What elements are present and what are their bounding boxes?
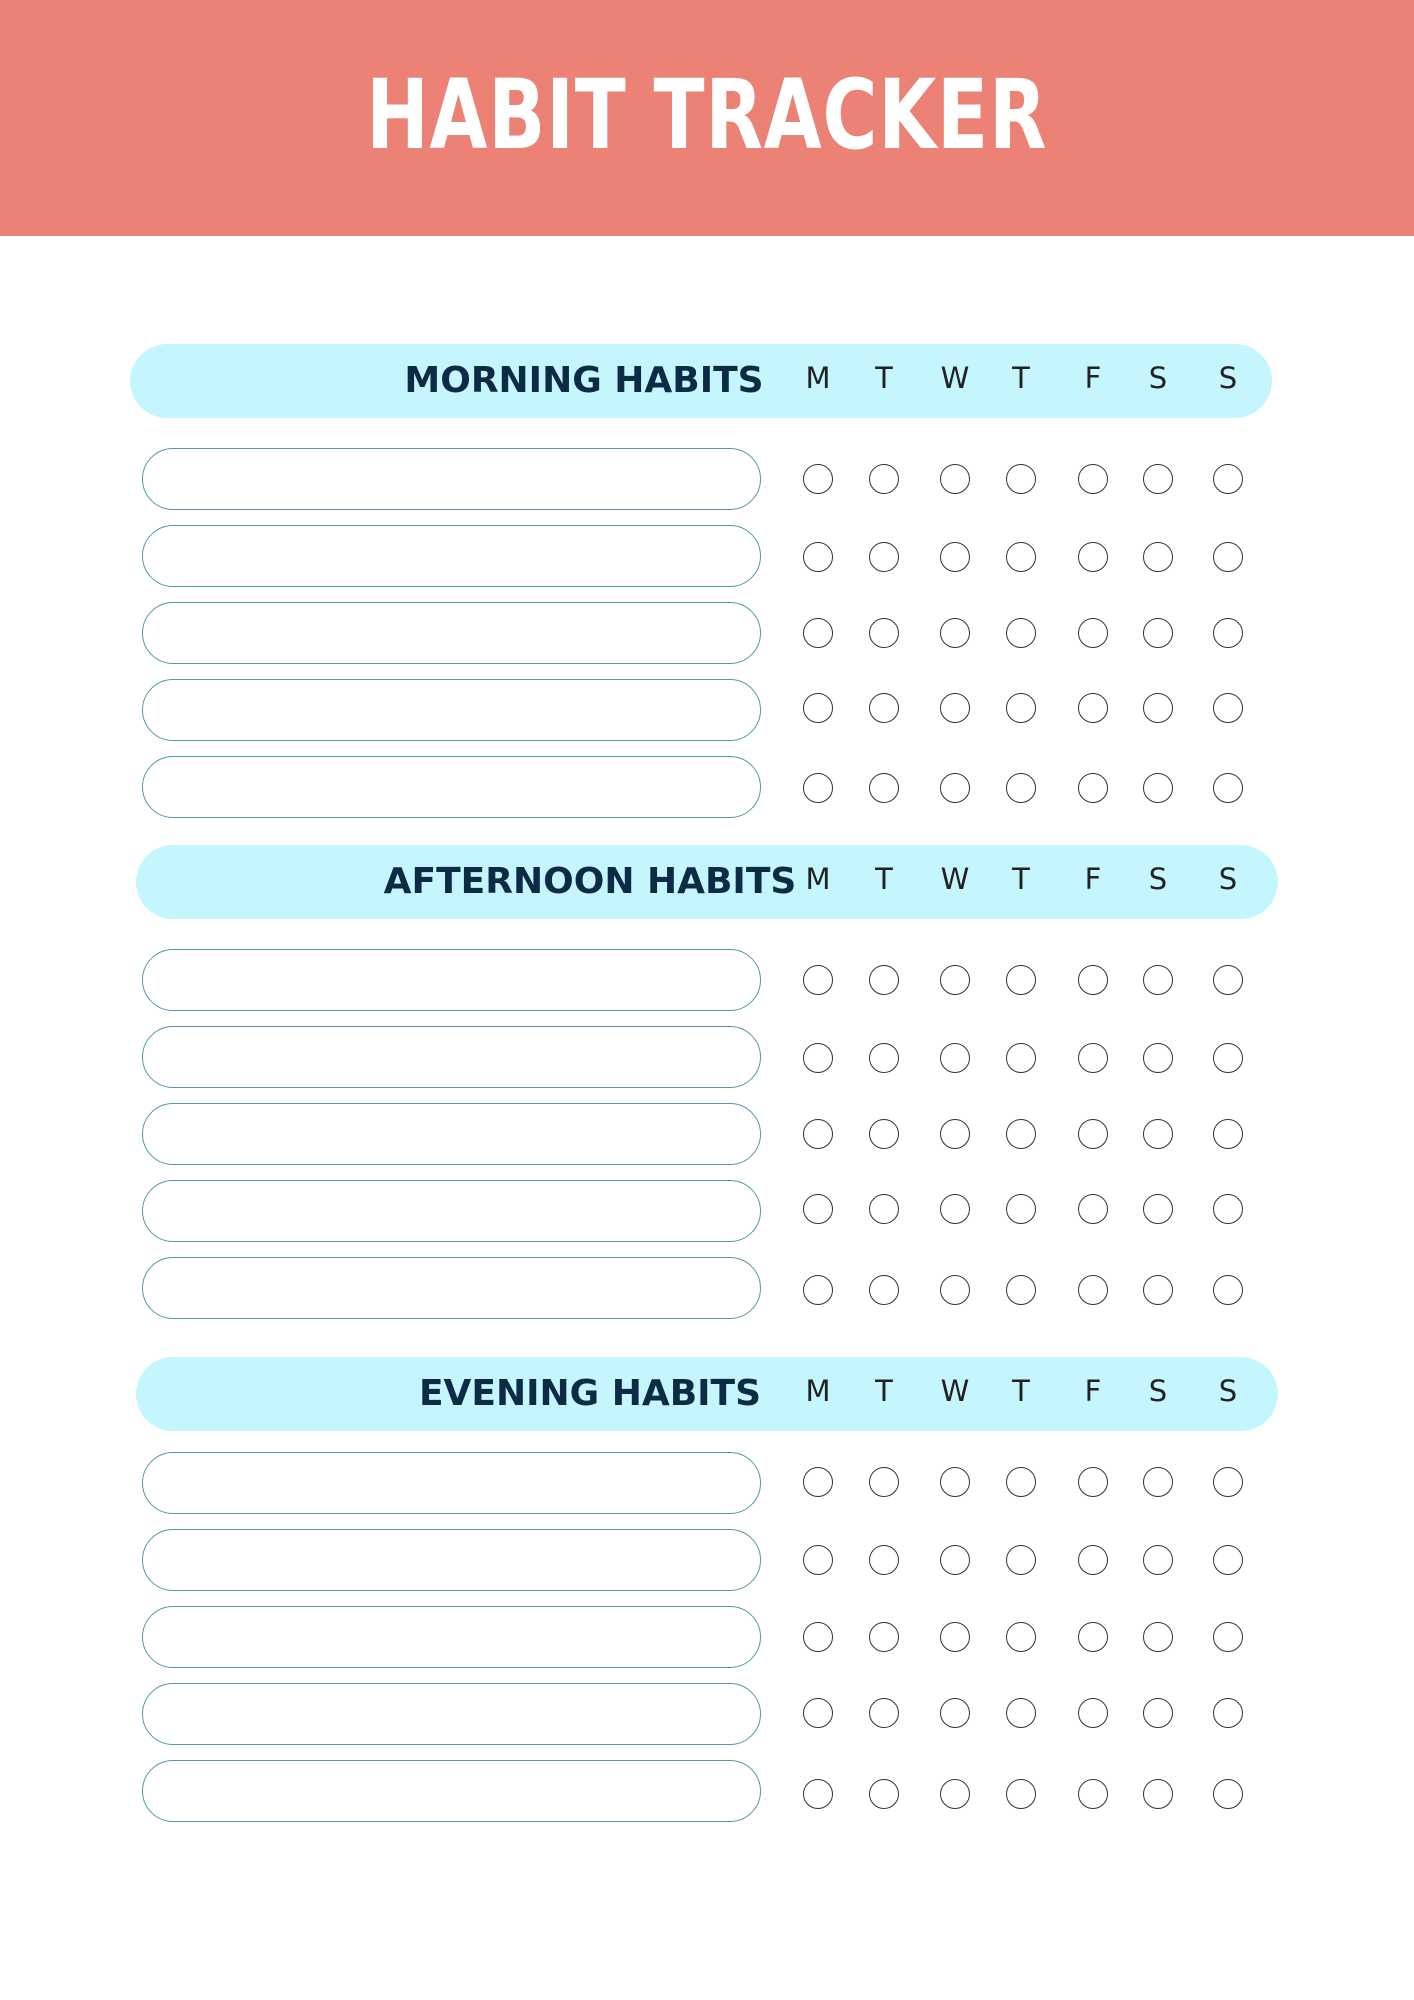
day-checkbox[interactable] — [940, 1779, 970, 1809]
day-checkbox[interactable] — [803, 1275, 833, 1305]
day-label: S — [1218, 1374, 1238, 1408]
habit-name-field[interactable] — [142, 1529, 761, 1591]
day-label: W — [940, 862, 970, 896]
habit-name-field[interactable] — [142, 525, 761, 587]
day-checkbox[interactable] — [940, 618, 970, 648]
day-checkbox[interactable] — [869, 1545, 899, 1575]
day-checkbox[interactable] — [1078, 1779, 1108, 1809]
habit-name-field[interactable] — [142, 756, 761, 818]
day-checkbox[interactable] — [1006, 1698, 1036, 1728]
day-label: M — [805, 862, 831, 896]
day-checkbox[interactable] — [1143, 1545, 1173, 1575]
day-checkbox[interactable] — [803, 965, 833, 995]
day-checkbox[interactable] — [1213, 1194, 1243, 1224]
day-checkbox[interactable] — [1078, 464, 1108, 494]
day-checkbox[interactable] — [1006, 1622, 1036, 1652]
day-checkbox[interactable] — [1213, 1622, 1243, 1652]
day-checkbox[interactable] — [1143, 464, 1173, 494]
day-checkbox[interactable] — [1006, 1275, 1036, 1305]
day-checkbox[interactable] — [1078, 965, 1108, 995]
day-checkbox[interactable] — [869, 542, 899, 572]
day-checkbox[interactable] — [1143, 1779, 1173, 1809]
day-checkbox[interactable] — [1006, 1779, 1036, 1809]
day-checkbox[interactable] — [1006, 965, 1036, 995]
day-checkbox[interactable] — [869, 1467, 899, 1497]
day-checkbox[interactable] — [940, 1467, 970, 1497]
day-checkbox[interactable] — [940, 1194, 970, 1224]
day-checkbox[interactable] — [869, 1698, 899, 1728]
day-checkbox[interactable] — [1006, 542, 1036, 572]
habit-name-field[interactable] — [142, 1180, 761, 1242]
day-checkbox[interactable] — [1078, 542, 1108, 572]
day-checkbox[interactable] — [869, 618, 899, 648]
day-checkbox[interactable] — [940, 1545, 970, 1575]
habit-name-field[interactable] — [142, 1606, 761, 1668]
day-checkbox[interactable] — [803, 773, 833, 803]
day-checkbox[interactable] — [1078, 1043, 1108, 1073]
day-checkbox[interactable] — [869, 1194, 899, 1224]
day-checkbox[interactable] — [803, 1467, 833, 1497]
day-checkbox[interactable] — [1006, 1467, 1036, 1497]
day-checkbox[interactable] — [1006, 693, 1036, 723]
day-label: F — [1084, 862, 1102, 896]
day-checkbox[interactable] — [1143, 773, 1173, 803]
day-label: S — [1148, 1374, 1168, 1408]
day-checkbox[interactable] — [1078, 1622, 1108, 1652]
day-checkbox[interactable] — [940, 1275, 970, 1305]
day-checkbox[interactable] — [1213, 1275, 1243, 1305]
habit-name-field[interactable] — [142, 1103, 761, 1165]
day-label: T — [875, 862, 893, 896]
day-checkbox[interactable] — [1078, 693, 1108, 723]
day-checkbox[interactable] — [1213, 965, 1243, 995]
habit-name-field[interactable] — [142, 1760, 761, 1822]
habit-name-field[interactable] — [142, 679, 761, 741]
day-checkbox[interactable] — [869, 1119, 899, 1149]
habit-name-field[interactable] — [142, 949, 761, 1011]
day-label: T — [1012, 1374, 1030, 1408]
day-checkbox[interactable] — [1143, 1119, 1173, 1149]
day-checkbox[interactable] — [1213, 693, 1243, 723]
day-checkbox[interactable] — [1006, 464, 1036, 494]
day-checkbox[interactable] — [1213, 1698, 1243, 1728]
day-checkbox[interactable] — [1078, 1194, 1108, 1224]
day-checkbox[interactable] — [1143, 618, 1173, 648]
day-checkbox[interactable] — [1078, 1119, 1108, 1149]
day-label: T — [875, 361, 893, 395]
section-header — [136, 1357, 1278, 1431]
day-checkbox[interactable] — [940, 773, 970, 803]
day-label: F — [1084, 361, 1102, 395]
habit-name-field[interactable] — [142, 602, 761, 664]
day-checkbox[interactable] — [1143, 1275, 1173, 1305]
day-checkbox[interactable] — [1143, 1467, 1173, 1497]
day-checkbox[interactable] — [1078, 773, 1108, 803]
day-checkbox[interactable] — [1213, 464, 1243, 494]
day-checkbox[interactable] — [1143, 1043, 1173, 1073]
day-label: S — [1218, 361, 1238, 395]
day-checkbox[interactable] — [1213, 773, 1243, 803]
day-checkbox[interactable] — [1006, 1194, 1036, 1224]
day-checkbox[interactable] — [1078, 618, 1108, 648]
day-checkbox[interactable] — [1213, 1779, 1243, 1809]
day-checkbox[interactable] — [940, 965, 970, 995]
habit-name-field[interactable] — [142, 1257, 761, 1319]
section-title: MORNING HABITS — [404, 360, 764, 401]
day-checkbox[interactable] — [869, 693, 899, 723]
day-checkbox[interactable] — [1078, 1698, 1108, 1728]
day-checkbox[interactable] — [940, 1622, 970, 1652]
day-checkbox[interactable] — [1143, 1622, 1173, 1652]
day-checkbox[interactable] — [1213, 1467, 1243, 1497]
day-checkbox[interactable] — [803, 618, 833, 648]
day-checkbox[interactable] — [1006, 773, 1036, 803]
day-checkbox[interactable] — [1006, 1545, 1036, 1575]
page-title: HABIT TRACKER — [366, 59, 1048, 171]
day-label: W — [940, 361, 970, 395]
day-checkbox[interactable] — [1143, 693, 1173, 723]
section-header — [130, 344, 1272, 418]
habit-name-field[interactable] — [142, 448, 761, 510]
day-checkbox[interactable] — [869, 773, 899, 803]
day-checkbox[interactable] — [1213, 618, 1243, 648]
day-checkbox[interactable] — [940, 1698, 970, 1728]
day-checkbox[interactable] — [1078, 1275, 1108, 1305]
day-checkbox[interactable] — [803, 1119, 833, 1149]
day-checkbox[interactable] — [1213, 1119, 1243, 1149]
day-checkbox[interactable] — [1213, 1545, 1243, 1575]
day-label: S — [1148, 862, 1168, 896]
day-checkbox[interactable] — [940, 542, 970, 572]
day-checkbox[interactable] — [803, 1698, 833, 1728]
day-checkbox[interactable] — [869, 464, 899, 494]
day-checkbox[interactable] — [803, 1194, 833, 1224]
habit-name-field[interactable] — [142, 1026, 761, 1088]
day-label: M — [805, 1374, 831, 1408]
day-checkbox[interactable] — [803, 1043, 833, 1073]
day-checkbox[interactable] — [869, 1622, 899, 1652]
day-checkbox[interactable] — [940, 1043, 970, 1073]
section-title: EVENING HABITS — [418, 1373, 762, 1414]
day-checkbox[interactable] — [1143, 1194, 1173, 1224]
day-checkbox[interactable] — [803, 693, 833, 723]
day-checkbox[interactable] — [869, 1779, 899, 1809]
day-checkbox[interactable] — [1213, 1043, 1243, 1073]
day-checkbox[interactable] — [1006, 1043, 1036, 1073]
day-label: T — [1012, 862, 1030, 896]
day-checkbox[interactable] — [1213, 542, 1243, 572]
day-label: T — [875, 1374, 893, 1408]
day-checkbox[interactable] — [869, 965, 899, 995]
day-checkbox[interactable] — [1078, 1467, 1108, 1497]
day-label: F — [1084, 1374, 1102, 1408]
day-checkbox[interactable] — [1143, 1698, 1173, 1728]
day-checkbox[interactable] — [869, 1275, 899, 1305]
day-checkbox[interactable] — [1006, 1119, 1036, 1149]
day-label: M — [805, 361, 831, 395]
day-checkbox[interactable] — [803, 1779, 833, 1809]
day-checkbox[interactable] — [940, 1119, 970, 1149]
section-header — [136, 845, 1278, 919]
day-checkbox[interactable] — [940, 464, 970, 494]
day-checkbox[interactable] — [869, 1043, 899, 1073]
day-checkbox[interactable] — [1078, 1545, 1108, 1575]
day-checkbox[interactable] — [803, 1622, 833, 1652]
day-label: S — [1148, 361, 1168, 395]
habit-name-field[interactable] — [142, 1683, 761, 1745]
day-checkbox[interactable] — [1143, 965, 1173, 995]
day-checkbox[interactable] — [803, 464, 833, 494]
habit-name-field[interactable] — [142, 1452, 761, 1514]
day-checkbox[interactable] — [803, 542, 833, 572]
day-label: S — [1218, 862, 1238, 896]
day-checkbox[interactable] — [803, 1545, 833, 1575]
day-checkbox[interactable] — [1143, 542, 1173, 572]
title-banner — [0, 0, 1414, 236]
section-title: AFTERNOON HABITS — [383, 861, 797, 902]
day-label: T — [1012, 361, 1030, 395]
day-checkbox[interactable] — [1006, 618, 1036, 648]
day-label: W — [940, 1374, 970, 1408]
day-checkbox[interactable] — [940, 693, 970, 723]
